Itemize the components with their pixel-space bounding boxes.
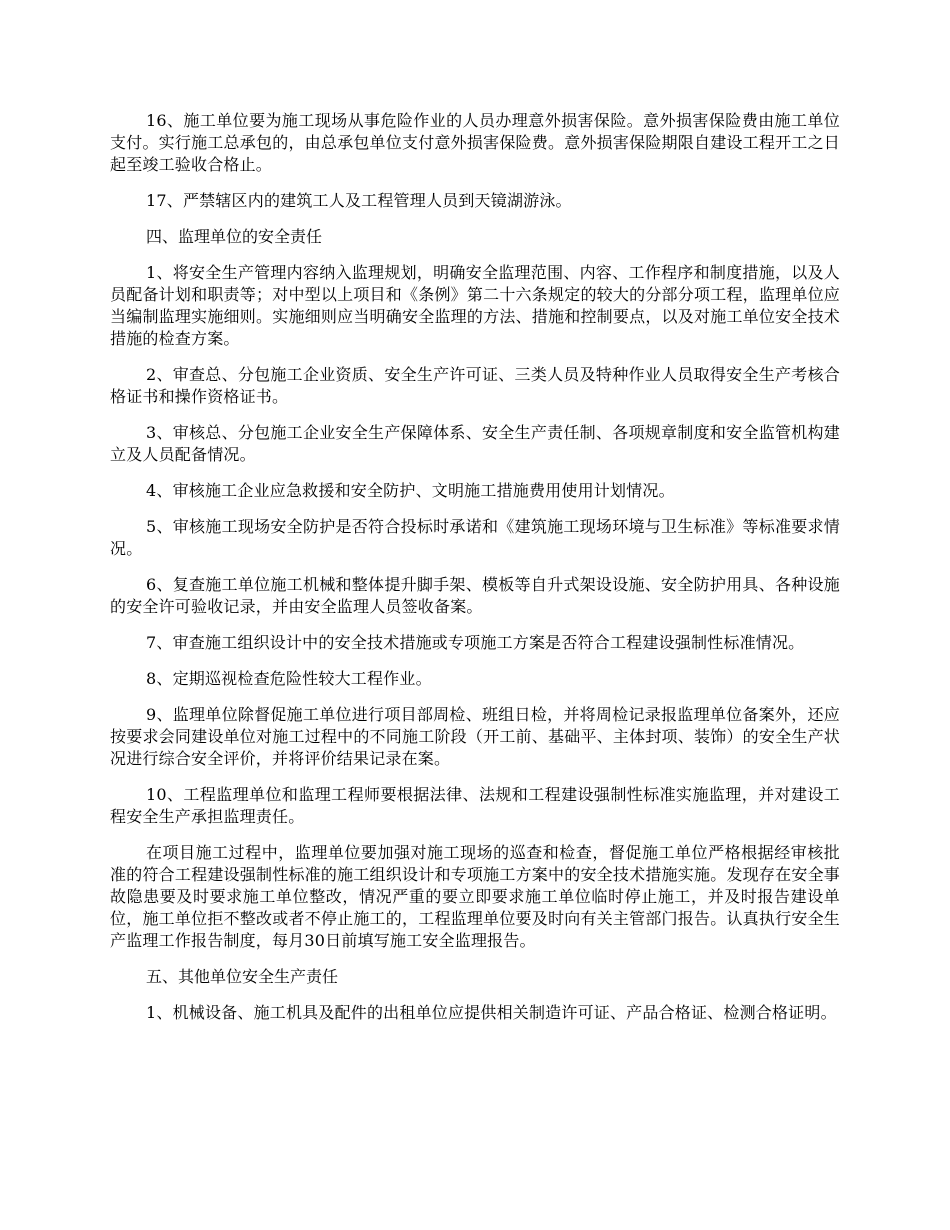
paragraph-supervision-3: 3、审核总、分包施工企业安全生产保障体系、安全生产责任制、各项规章制度和安全监管机构建立及人员配备情况。 [110, 423, 840, 464]
section-heading-supervision-unit: 四、监理单位的安全责任 [146, 227, 323, 246]
section-heading-other-units: 五、其他单位安全生产责任 [146, 967, 339, 986]
paragraph-supervision-7: 7、审查施工组织设计中的安全技术措施或专项施工方案是否符合工程建设强制性标准情况。 [146, 633, 805, 652]
paragraph-16-accident-insurance: 16、施工单位要为施工现场从事危险作业的人员办理意外损害保险。意外损害保险费由施工单位支付。实行施工总承包的，由总承包单位支付意外损害保险费。意外损害保险期限自建设工程开工之日起至竣工验收合格止。 [110, 111, 840, 174]
paragraph-supervision-2: 2、审查总、分包施工企业资质、安全生产许可证、三类人员及特种作业人员取得安全生产考核合格证书和操作资格证书。 [110, 365, 840, 406]
paragraph-supervision-1: 1、将安全生产管理内容纳入监理规划，明确安全监理范围、内容、工作程序和制度措施，以及人员配备计划和职责等；对中型以上项目和《条例》第二十六条规定的较大的分部分项工程，监理单位应当编制监理实施细则。实施细则应当明确安全监理的方法、措施和控制要点，以及对施工单位安全技术措施的检查方案。 [110, 263, 840, 348]
document-body [110, 110, 840, 1038]
paragraph-17-no-swimming: 17、严禁辖区内的建筑工人及工程管理人员到天镜湖游泳。 [146, 191, 572, 210]
paragraph-other-units-1: 1、机械设备、施工机具及配件的出租单位应提供相关制造许可证、产品合格证、检测合格证明。 [146, 1003, 837, 1022]
paragraph-supervision-5: 5、审核施工现场安全防护是否符合投标时承诺和《建筑施工现场环境与卫生标准》等标准要求情况。 [110, 517, 840, 558]
paragraph-supervision-8: 8、定期巡视检查危险性较大工程作业。 [146, 669, 432, 688]
paragraph-supervision-10: 10、工程监理单位和监理工程师要根据法律、法规和工程建设强制性标准实施监理，并对建设工程安全生产承担监理责任。 [110, 785, 840, 826]
paragraph-supervision-6: 6、复查施工单位施工机械和整体提升脚手架、模板等自升式架设设施、安全防护用具、各种设施的安全许可验收记录，并由安全监理人员签收备案。 [110, 575, 840, 616]
paragraph-supervision-9: 9、监理单位除督促施工单位进行项目部周检、班组日检，并将周检记录报监理单位备案外，还应按要求会同建设单位对施工过程中的不同施工阶段（开工前、基础平、主体封项、装饰）的安全生产状况进行综合安全评价，并将评价结果记录在案。 [110, 705, 840, 768]
paragraph-supervision-inspection: 在项目施工过程中，监理单位要加强对施工现场的巡查和检查，督促施工单位严格根据经审核批准的符合工程建设强制性标准的施工组织设计和专项施工方案中的安全技术措施实施。发现存在安全事故隐患要及时要求施工单位整改，情况严重的要立即要求施工单位临时停止施工，并及时报告建设单位，施工单位拒不整改或者不停止施工的，工程监理单位要及时向有关主管部门报告。认真执行安全生产监理工作报告制度，每月30日前填写施工安全监理报告。 [110, 843, 840, 950]
paragraph-supervision-4: 4、审核施工企业应急救援和安全防护、文明施工措施费用使用计划情况。 [146, 481, 675, 500]
